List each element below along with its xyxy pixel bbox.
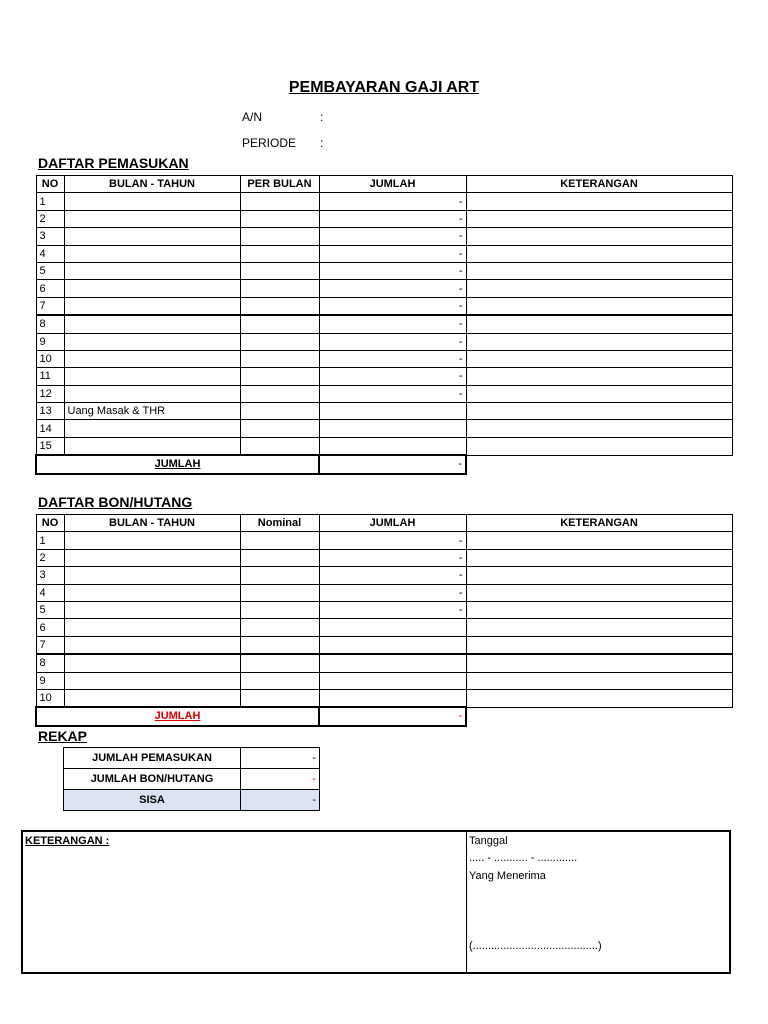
row-jumlah: -	[319, 315, 466, 333]
row-keterangan[interactable]	[466, 549, 732, 566]
row-keterangan[interactable]	[466, 584, 732, 601]
bon-table	[35, 514, 733, 727]
table-row	[36, 420, 732, 437]
row-jumlah	[319, 672, 466, 689]
table-row	[36, 297, 732, 315]
row-no: 14	[36, 420, 64, 437]
total-blank	[466, 707, 732, 725]
row-bulan-tahun[interactable]	[64, 636, 240, 654]
row-per-bulan[interactable]	[240, 636, 319, 654]
an-colon: :	[320, 110, 324, 124]
row-jumlah	[319, 403, 466, 420]
row-bulan-tahun[interactable]	[64, 315, 240, 333]
periode-colon: :	[320, 136, 324, 150]
row-no: 5	[36, 601, 64, 618]
row-per-bulan[interactable]	[240, 297, 319, 315]
table-row	[36, 619, 732, 636]
rekap-table	[63, 747, 320, 811]
row-jumlah	[319, 636, 466, 654]
header-bulan-tahun: BULAN - TAHUN	[64, 176, 240, 193]
table-row	[36, 636, 732, 654]
row-per-bulan[interactable]	[240, 689, 319, 707]
row-bulan-tahun[interactable]	[64, 385, 240, 402]
row-per-bulan[interactable]	[240, 654, 319, 672]
row-no: 7	[36, 297, 64, 315]
row-keterangan[interactable]	[466, 385, 732, 402]
row-keterangan[interactable]	[466, 262, 732, 279]
row-no: 11	[36, 368, 64, 385]
signature-line: (.........................................)	[469, 940, 602, 952]
table-row	[36, 549, 732, 566]
row-no: 8	[36, 315, 64, 333]
table-row	[36, 193, 732, 210]
table-row	[36, 654, 732, 672]
row-per-bulan[interactable]	[240, 385, 319, 402]
table-row	[36, 689, 732, 707]
pemasukan-header-row	[36, 176, 732, 193]
row-jumlah: -	[319, 228, 466, 245]
tanggal-label: Tanggal	[469, 835, 508, 847]
row-bulan-tahun[interactable]	[64, 601, 240, 618]
row-per-bulan[interactable]	[240, 403, 319, 420]
table-row	[36, 368, 732, 385]
row-keterangan[interactable]	[466, 420, 732, 437]
rekap-value: -	[241, 769, 320, 790]
table-row	[36, 385, 732, 402]
header-keterangan: KETERANGAN	[466, 176, 732, 193]
row-no: 8	[36, 654, 64, 672]
row-bulan-tahun[interactable]	[64, 245, 240, 262]
table-row	[36, 584, 732, 601]
row-per-bulan[interactable]	[240, 193, 319, 210]
receiver-label: Yang Menerima	[469, 870, 546, 882]
bon-header-row	[36, 515, 732, 532]
header-per-bulan: PER BULAN	[240, 176, 319, 193]
row-keterangan[interactable]	[466, 333, 732, 350]
total-label: JUMLAH	[36, 707, 319, 725]
row-no: 1	[36, 193, 64, 210]
rekap-label: SISA	[64, 790, 241, 811]
row-jumlah: -	[319, 532, 466, 549]
row-jumlah: -	[319, 245, 466, 262]
row-jumlah: -	[319, 549, 466, 566]
row-bulan-tahun[interactable]	[64, 297, 240, 315]
row-per-bulan[interactable]	[240, 549, 319, 566]
row-per-bulan[interactable]	[240, 672, 319, 689]
row-no: 13	[36, 403, 64, 420]
table-row	[36, 532, 732, 549]
row-bulan-tahun[interactable]	[64, 567, 240, 584]
row-jumlah: -	[319, 385, 466, 402]
row-keterangan[interactable]	[466, 368, 732, 385]
row-jumlah	[319, 619, 466, 636]
row-bulan-tahun[interactable]: Uang Masak & THR	[64, 403, 240, 420]
header-no: NO	[36, 515, 64, 532]
row-no: 12	[36, 385, 64, 402]
table-row	[36, 403, 732, 420]
rekap-row-pemasukan	[64, 748, 320, 769]
row-bulan-tahun[interactable]	[64, 368, 240, 385]
row-bulan-tahun[interactable]	[64, 532, 240, 549]
row-jumlah: -	[319, 368, 466, 385]
row-per-bulan[interactable]	[240, 567, 319, 584]
row-no: 7	[36, 636, 64, 654]
row-no: 2	[36, 210, 64, 227]
header-nominal: Nominal	[240, 515, 319, 532]
pemasukan-heading: DAFTAR PEMASUKAN	[38, 155, 189, 171]
rekap-label: JUMLAH PEMASUKAN	[64, 748, 241, 769]
row-bulan-tahun[interactable]	[64, 333, 240, 350]
row-keterangan[interactable]	[466, 193, 732, 210]
row-keterangan[interactable]	[466, 280, 732, 297]
row-keterangan[interactable]	[466, 601, 732, 618]
rekap-value: -	[241, 790, 320, 811]
row-bulan-tahun[interactable]	[64, 654, 240, 672]
row-no: 6	[36, 619, 64, 636]
row-no: 6	[36, 280, 64, 297]
row-bulan-tahun[interactable]	[64, 262, 240, 279]
row-per-bulan[interactable]	[240, 333, 319, 350]
row-jumlah: -	[319, 262, 466, 279]
page-title: PEMBAYARAN GAJI ART	[288, 79, 480, 96]
row-bulan-tahun[interactable]	[64, 584, 240, 601]
row-no: 4	[36, 584, 64, 601]
row-per-bulan[interactable]	[240, 315, 319, 333]
row-keterangan[interactable]	[466, 315, 732, 333]
row-bulan-tahun[interactable]	[64, 619, 240, 636]
total-value: -	[319, 455, 466, 473]
row-keterangan[interactable]	[466, 672, 732, 689]
row-per-bulan[interactable]	[240, 584, 319, 601]
row-no: 10	[36, 689, 64, 707]
row-keterangan[interactable]	[466, 654, 732, 672]
notes-area[interactable]	[23, 832, 467, 972]
notes-label: KETERANGAN :	[25, 835, 110, 847]
row-per-bulan[interactable]	[240, 262, 319, 279]
row-bulan-tahun[interactable]	[64, 280, 240, 297]
row-per-bulan[interactable]	[240, 601, 319, 618]
row-bulan-tahun[interactable]	[64, 437, 240, 455]
row-bulan-tahun[interactable]	[64, 210, 240, 227]
row-keterangan[interactable]	[466, 297, 732, 315]
row-bulan-tahun[interactable]	[64, 420, 240, 437]
table-row	[36, 333, 732, 350]
table-row	[36, 228, 732, 245]
row-per-bulan[interactable]	[240, 437, 319, 455]
row-bulan-tahun[interactable]	[64, 689, 240, 707]
row-keterangan[interactable]	[466, 619, 732, 636]
row-no: 3	[36, 567, 64, 584]
row-jumlah: -	[319, 297, 466, 315]
header-jumlah: JUMLAH	[319, 176, 466, 193]
row-jumlah	[319, 689, 466, 707]
table-row	[36, 567, 732, 584]
rekap-value: -	[241, 748, 320, 769]
row-keterangan[interactable]	[466, 636, 732, 654]
table-row	[36, 210, 732, 227]
row-keterangan[interactable]	[466, 350, 732, 367]
row-bulan-tahun[interactable]	[64, 350, 240, 367]
row-per-bulan[interactable]	[240, 350, 319, 367]
table-row	[36, 315, 732, 333]
date-line: ..... - ........... - .............	[469, 852, 578, 864]
row-no: 3	[36, 228, 64, 245]
total-row	[36, 707, 732, 725]
header-jumlah: JUMLAH	[319, 515, 466, 532]
row-keterangan[interactable]	[466, 567, 732, 584]
rekap-row-sisa	[64, 790, 320, 811]
row-per-bulan[interactable]	[240, 619, 319, 636]
table-row	[36, 280, 732, 297]
row-jumlah: -	[319, 584, 466, 601]
row-no: 5	[36, 262, 64, 279]
row-no: 2	[36, 549, 64, 566]
row-keterangan[interactable]	[466, 228, 732, 245]
row-jumlah	[319, 437, 466, 455]
periode-label: PERIODE	[242, 136, 297, 150]
row-no: 9	[36, 333, 64, 350]
row-jumlah: -	[319, 567, 466, 584]
row-keterangan[interactable]	[466, 245, 732, 262]
table-row	[36, 245, 732, 262]
row-bulan-tahun[interactable]	[64, 549, 240, 566]
row-no: 9	[36, 672, 64, 689]
row-no: 4	[36, 245, 64, 262]
total-value: -	[319, 707, 466, 725]
an-label: A/N	[242, 110, 263, 124]
pemasukan-table	[35, 175, 733, 475]
header-keterangan: KETERANGAN	[466, 515, 732, 532]
rekap-heading: REKAP	[38, 728, 88, 744]
row-keterangan[interactable]	[466, 210, 732, 227]
table-row	[36, 437, 732, 455]
row-jumlah: -	[319, 193, 466, 210]
row-per-bulan[interactable]	[240, 228, 319, 245]
notes-box	[21, 830, 731, 974]
header-bulan-tahun: BULAN - TAHUN	[64, 515, 240, 532]
header-no: NO	[36, 176, 64, 193]
row-bulan-tahun[interactable]	[64, 672, 240, 689]
row-keterangan[interactable]	[466, 437, 732, 455]
table-row	[36, 672, 732, 689]
row-jumlah: -	[319, 333, 466, 350]
table-row	[36, 350, 732, 367]
row-per-bulan[interactable]	[240, 210, 319, 227]
row-jumlah: -	[319, 601, 466, 618]
row-per-bulan[interactable]	[240, 280, 319, 297]
row-bulan-tahun[interactable]	[64, 193, 240, 210]
row-jumlah	[319, 420, 466, 437]
total-label: JUMLAH	[36, 455, 319, 473]
row-no: 15	[36, 437, 64, 455]
rekap-label: JUMLAH BON/HUTANG	[64, 769, 241, 790]
total-blank	[466, 455, 732, 473]
row-per-bulan[interactable]	[240, 420, 319, 437]
row-jumlah: -	[319, 210, 466, 227]
row-keterangan[interactable]	[466, 403, 732, 420]
row-per-bulan[interactable]	[240, 245, 319, 262]
row-jumlah: -	[319, 280, 466, 297]
rekap-row-bon	[64, 769, 320, 790]
row-per-bulan[interactable]	[240, 532, 319, 549]
bon-heading: DAFTAR BON/HUTANG	[38, 494, 193, 510]
table-row	[36, 262, 732, 279]
row-jumlah: -	[319, 350, 466, 367]
row-bulan-tahun[interactable]	[64, 228, 240, 245]
row-jumlah	[319, 654, 466, 672]
table-row	[36, 601, 732, 618]
row-per-bulan[interactable]	[240, 368, 319, 385]
row-no: 10	[36, 350, 64, 367]
total-row	[36, 455, 732, 473]
row-keterangan[interactable]	[466, 532, 732, 549]
row-no: 1	[36, 532, 64, 549]
row-keterangan[interactable]	[466, 689, 732, 707]
